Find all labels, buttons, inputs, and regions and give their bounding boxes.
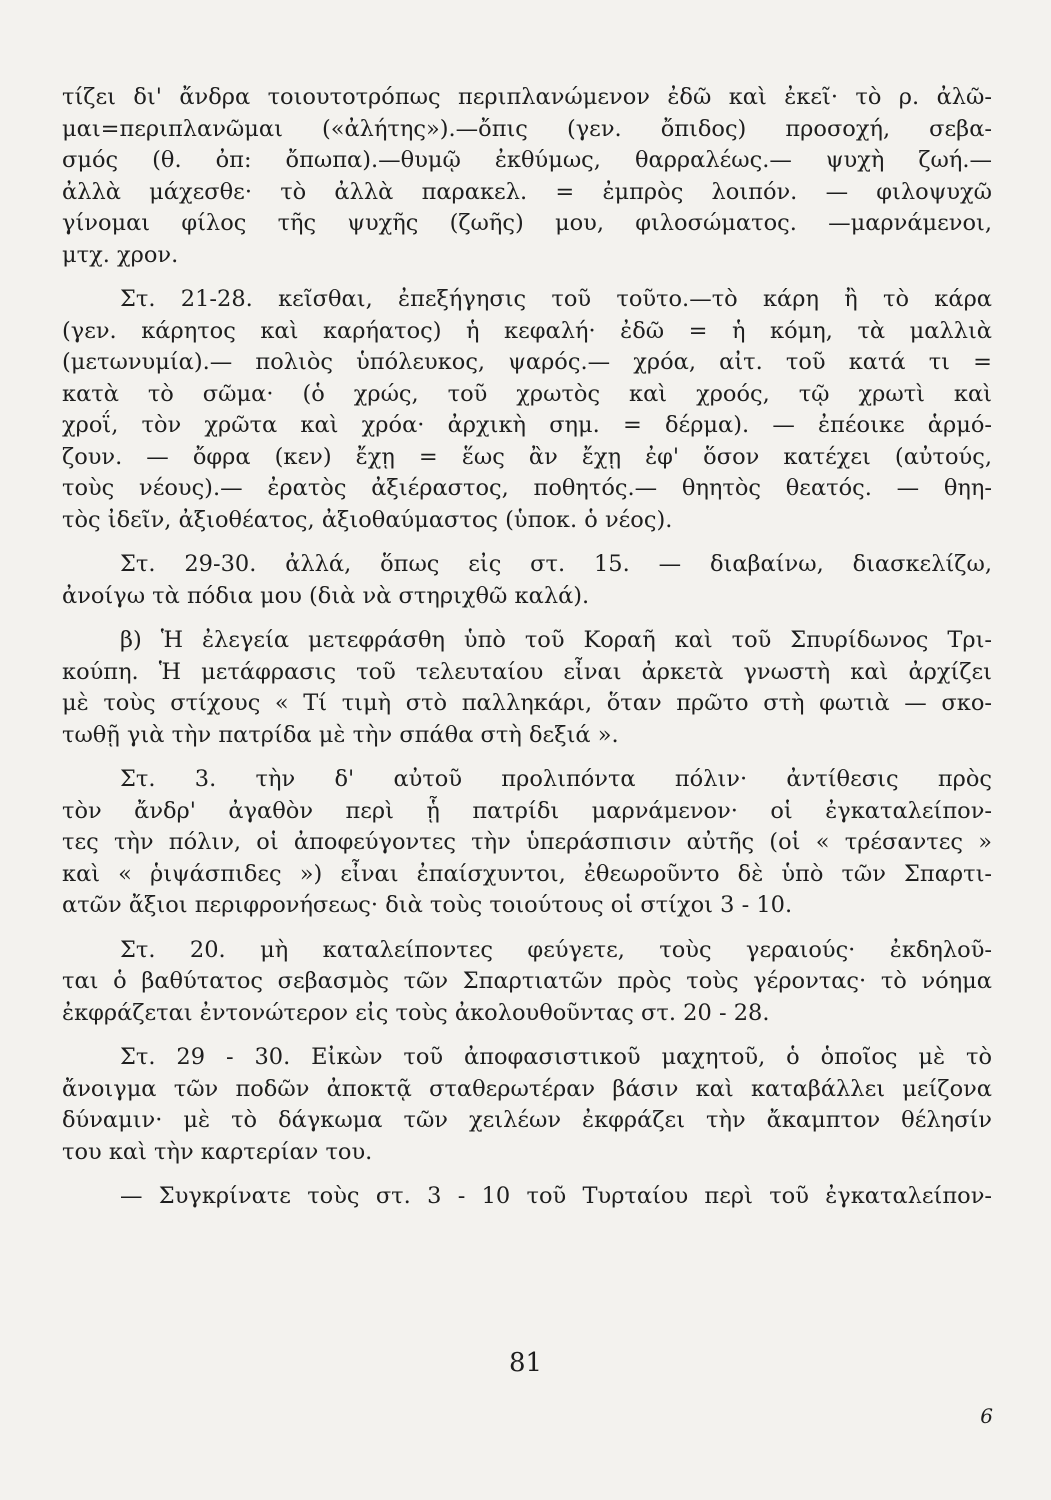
page-number: 81 [508, 1348, 543, 1378]
text-line: χροΐ, τὸν χρῶτα καὶ χρόα· ἀρχικὴ σημ. = δέρμα). — ἐπέοικε ἁρμό- [62, 412, 992, 438]
text-line: τες τὴν πόλιν, οἱ ἀποφεύγοντες τὴν ὑπεράσπισιν αὐτῆς (οἱ « τρέσαντες » [62, 829, 992, 855]
text-line: Στ. 21-28. κεῖσθαι, ἐπεξήγησις τοῦ τοῦτο.—τὸ κάρη ἢ τὸ κάρα [120, 286, 992, 312]
text-line: ἀνοίγω τὰ πόδια μου (διὰ νὰ στηριχθῶ καλά). [62, 582, 590, 609]
text-line: τίζει δι' ἄνδρα τοιουτοτρόπως περιπλανώμενον ἐδῶ καὶ ἐκεῖ· τὸ ρ. ἀλῶ- [62, 84, 992, 110]
text-line: του καὶ τὴν καρτερίαν του. [62, 1138, 373, 1165]
text-line: Στ. 3. τὴν δ' αὐτοῦ προλιπόντα πόλιν· ἀντίθεσις πρὸς [120, 766, 992, 792]
document-body [62, 82, 992, 1213]
text-line: ἀλλὰ μάχεσθε· τὸ ἀλλὰ παρακελ. = ἐμπρὸς λοιπόν. — φιλοψυχῶ [62, 178, 992, 205]
text-line: ατῶν ἄξιοι περιφρονήσεως· διὰ τοὺς τοιούτους οἱ στίχοι 3 - 10. [62, 892, 793, 918]
text-line: ἐκφράζεται ἐντονώτερον εἰς τοὺς ἀκολουθοῦντας στ. 20 - 28. [62, 999, 770, 1026]
text-line: ἄνοιγμα τῶν ποδῶν ἀποκτᾷ σταθερωτέραν βάσιν καὶ καταβάλλει μείζονα [62, 1075, 992, 1102]
text-line: τοὺς νέους).— ἐρατὸς ἀξιέραστος, ποθητός.— θηητὸς θεατός. — θηη- [62, 475, 992, 501]
text-line: ζουν. — ὄφρα (κεν) ἔχῃ = ἕως ἂν ἔχῃ ἐφ' ὅσον κατέχει (αὐτούς, [62, 443, 992, 470]
text-line: μὲ τοὺς στίχους « Τί τιμὴ στὸ παλληκάρι, ὅταν πρῶτο στὴ φωτιὰ — σκο- [62, 690, 992, 716]
text-line: β) Ἡ ἐλεγεία μετεφράσθη ὑπὸ τοῦ Κοραῆ καὶ τοῦ Σπυρίδωνος Τρι- [120, 627, 992, 653]
text-line: Στ. 29 - 30. Εἰκὼν τοῦ ἀποφασιστικοῦ μαχητοῦ, ὁ ὁποῖος μὲ τὸ [120, 1044, 992, 1070]
text-line: καὶ « ῥιψάσπιδες ») εἶναι ἐπαίσχυντοι, ἐθεωροῦντο δὲ ὑπὸ τῶν Σπαρτι- [62, 860, 992, 887]
text-line: μαι=περιπλανῶμαι («ἀλήτης»).—ὄπις (γεν. ὄπιδος) προσοχή, σεβα- [62, 115, 992, 142]
text-line: τὸν ἄνδρ' ἀγαθὸν περὶ ᾗ πατρίδι μαρνάμενον· οἱ ἐγκαταλείπον- [62, 797, 992, 824]
text-line: κατὰ τὸ σῶμα· (ὁ χρώς, τοῦ χρωτὸς καὶ χροός, τῷ χρωτὶ καὶ [62, 380, 992, 407]
text-line: κούπη. Ἡ μετάφρασις τοῦ τελευταίου εἶναι ἀρκετὰ γνωστὴ καὶ ἀρχίζει [62, 658, 992, 685]
text-line: σμός (θ. ὀπ: ὄπωπα).—θυμῷ ἐκθύμως, θαρραλέως.— ψυχὴ ζωή.— [62, 147, 992, 173]
text-line: ται ὁ βαθύτατος σεβασμὸς τῶν Σπαρτιατῶν πρὸς τοὺς γέροντας· τὸ νόημα [62, 968, 992, 994]
text-line: μτχ. χρον. [62, 241, 179, 268]
text-line: (μετωνυμία).— πολιὸς ὑπόλευκος, ψαρός.— χρόα, αἰτ. τοῦ κατά τι = [62, 349, 992, 375]
text-line: τωθῇ γιὰ τὴν πατρίδα μὲ τὴν σπάθα στὴ δεξιά ». [62, 721, 619, 748]
signature-mark: 6 [980, 1404, 993, 1428]
text-line: γίνομαι φίλος τῆς ψυχῆς (ζωῆς) μου, φιλοσώματος. —μαρνάμενοι, [62, 210, 992, 236]
text-line: Στ. 20. μὴ καταλείποντες φεύγετε, τοὺς γεραιούς· ἐκδηλοῦ- [120, 936, 992, 963]
text-line: — Συγκρίνατε τοὺς στ. 3 - 10 τοῦ Τυρταίου περὶ τοῦ ἐγκαταλείπον- [120, 1183, 992, 1209]
text-line: (γεν. κάρητος καὶ καρήατος) ἡ κεφαλή· ἐδῶ = ἡ κόμη, τὰ μαλλιὰ [62, 317, 992, 344]
text-line: Στ. 29-30. ἀλλά, ὅπως εἰς στ. 15. — διαβαίνω, διασκελίζω, [120, 551, 992, 577]
text-line: τὸς ἰδεῖν, ἀξιοθέατος, ἀξιοθαύμαστος (ὑποκ. ὁ νέος). [62, 506, 673, 533]
text-line: δύναμιν· μὲ τὸ δάγκωμα τῶν χειλέων ἐκφράζει τὴν ἄκαμπτον θέλησίν [62, 1107, 992, 1133]
